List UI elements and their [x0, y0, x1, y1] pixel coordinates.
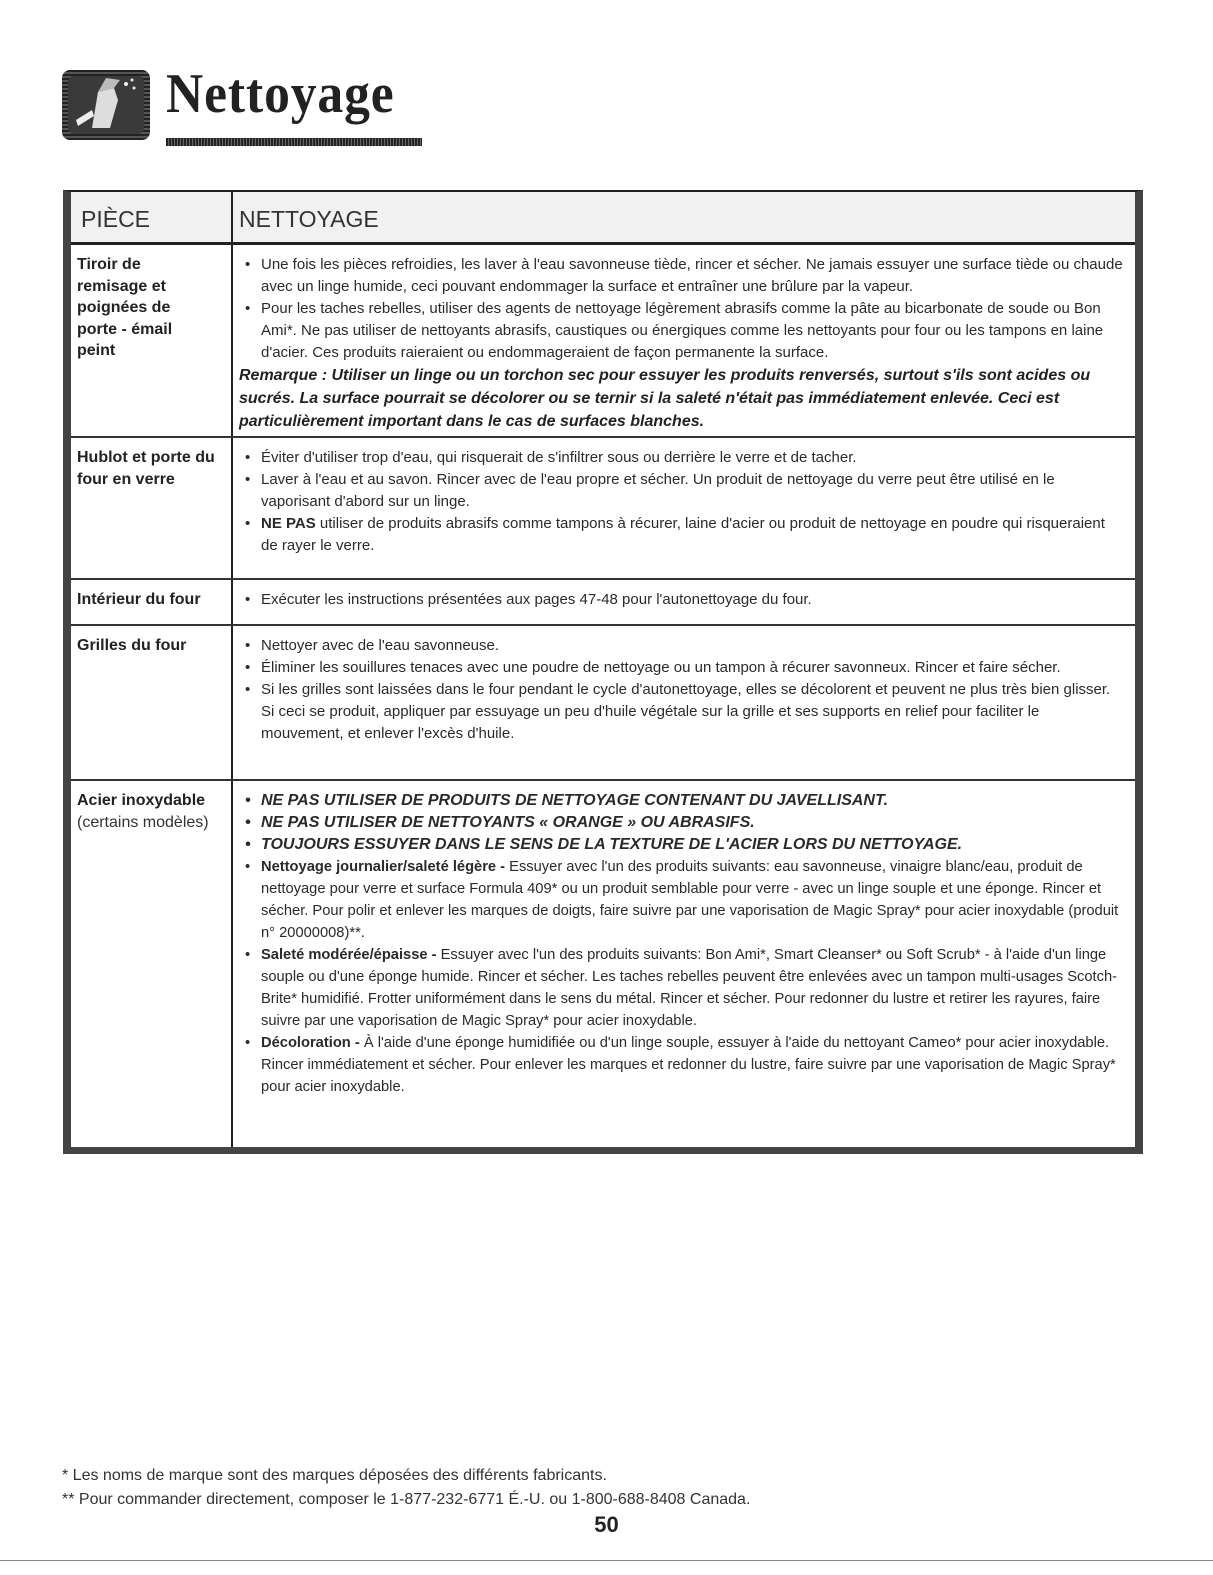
part-cell	[71, 245, 233, 436]
footnote-trademarks: * Les noms de marque sont des marques déposées des différents fabricants.	[62, 1467, 607, 1484]
item-text: Essuyer avec l'un des produits suivants: eau savonneuse, vinaigre blanc/eau, produit de nettoyage pour verre et surface Formula 409* ou un produit semblable pour verre - avec un linge souple et une éponge. Rincer et sécher. Pour polir et enlever les marques de doigts, faire suivre par une vaporisation de Magic Spray* pour acier inoxydable (produit n° 20000008)**.	[261, 859, 1119, 941]
table-row	[71, 626, 1135, 781]
item-text: Essuyer avec l'un des produits suivants: Bon Ami*, Smart Cleanser* ou Soft Scrub* - à l'aide d'un linge souple ou d'une éponge humide. Rincer et sécher. Les taches rebelles peuvent être enlevées avec un tampon multi-usages Scotch-Brite* humidifié. Frotter uniformément dans le sens du métal. Rincer et sécher. Pour redonner du lustre et retirer les rayures, faire suivre par une vaporisation de Magic Spray* pour acier inoxydable.	[261, 947, 1118, 1029]
remark-note: Remarque : Utiliser un linge ou un torchon sec pour essuyer les produits renversés, surtout s'ils sont acides ou sucrés. La surface pourrait se décolorer ou se ternir si la saleté n'était pas immédiatement enlevée. Ceci est particulièrement important dans le cas de surfaces blanches.	[239, 367, 1091, 430]
part-name: Hublot et porte du four en verre	[77, 449, 215, 488]
cleaning-cell	[233, 580, 1135, 624]
table-row	[71, 245, 1135, 438]
page-number: 50	[594, 1512, 619, 1537]
cleaning-cell	[233, 626, 1135, 779]
part-cell	[71, 580, 233, 624]
cleaning-table	[63, 190, 1143, 1154]
list-item: • Éliminer les souillures tenaces avec une poudre de nettoyage ou un tampon à récurer savonneux. Rincer et faire sécher.	[239, 657, 1125, 679]
part-name: Intérieur du four	[77, 591, 201, 608]
table-header	[71, 192, 1135, 245]
ne-pas-lead: NE PAS	[261, 515, 316, 532]
footnotes	[62, 1464, 750, 1512]
warning-item: • TOUJOURS ESSUYER DANS LE SENS DE LA TEXTURE DE L'ACIER LORS DU NETTOYAGE.	[239, 834, 1125, 856]
warning-item: • NE PAS UTILISER DE PRODUITS DE NETTOYAGE CONTENANT DU JAVELLISANT.	[239, 790, 1125, 812]
list-item: • Pour les taches rebelles, utiliser des agents de nettoyage légèrement abrasifs comme la pâte au bicarbonate de soude ou Bon Ami*. Ne pas utiliser de nettoyants abrasifs, caustiques ou énergiques comme les nettoyants pour four ou les tampons en laine d'acier. Ces produits raieraient ou endommageraient de façon permanente la surface.	[239, 298, 1125, 364]
part-subtitle: (certains modèles)	[77, 813, 209, 831]
part-cell	[71, 438, 233, 578]
list-item	[239, 856, 1125, 944]
item-lead: Nettoyage journalier/saleté légère -	[261, 859, 506, 875]
part-cell	[71, 626, 233, 779]
cleaning-spray-icon	[62, 70, 150, 140]
cleaning-cell	[233, 438, 1135, 578]
title-underline	[166, 138, 422, 146]
part-name: Grilles du four	[77, 637, 187, 654]
list-item: • Si les grilles sont laissées dans le four pendant le cycle d'autonettoyage, elles se décolorent et peuvent ne plus très bien glisser. Si ceci se produit, appliquer par essuyage un peu d'huile végétale sur la grille et ses supports en relief pour faciliter le mouvement, et enlever l'excès d'huile.	[239, 679, 1125, 745]
item-lead: Saleté modérée/épaisse -	[261, 947, 437, 963]
list-item: • Exécuter les instructions présentées aux pages 47-48 pour l'autonettoyage du four.	[239, 589, 1125, 611]
warning-item: • NE PAS UTILISER DE NETTOYANTS « ORANGE » OU ABRASIFS.	[239, 812, 1125, 834]
cleaning-cell	[233, 781, 1135, 1147]
bottom-rule	[0, 1560, 1213, 1561]
list-item: • Laver à l'eau et au savon. Rincer avec de l'eau propre et sécher. Un produit de nettoyage du verre peut être utilisé en le vaporisant d'abord sur un linge.	[239, 469, 1125, 513]
column-header-cleaning: NETTOYAGE	[239, 206, 379, 232]
list-item	[239, 513, 1125, 557]
list-item	[239, 944, 1125, 1032]
part-name: Tiroir de remisage et poignées de porte - émail peint	[77, 256, 173, 359]
ne-pas-text: utiliser de produits abrasifs comme tampons à récurer, laine d'acier ou produit de nettoyage en poudre qui risqueraient de rayer le verre.	[261, 515, 1105, 554]
part-name: Acier inoxydable	[77, 792, 206, 809]
table-row	[71, 438, 1135, 580]
table-row	[71, 781, 1135, 1147]
cleaning-cell	[233, 245, 1135, 436]
part-cell	[71, 781, 233, 1147]
table-row	[71, 580, 1135, 626]
list-item: • Nettoyer avec de l'eau savonneuse.	[239, 635, 1125, 657]
column-header-part: PIÈCE	[71, 192, 233, 242]
list-item	[239, 1032, 1125, 1098]
page-title: Nettoyage	[166, 63, 395, 125]
footnote-ordering: ** Pour commander directement, composer le 1-877-232-6771 É.-U. ou 1-800-688-8408 Canada.	[62, 1491, 751, 1508]
list-item: • Une fois les pièces refroidies, les laver à l'eau savonneuse tiède, rincer et sécher. Ne jamais essuyer une surface tiède ou chaude avec un linge humide, ceci pouvant endommager la surface et entraîner une brûlure par la vapeur.	[239, 254, 1125, 298]
item-text: À l'aide d'une éponge humidifiée ou d'un linge souple, essuyer à l'aide du nettoyant Cameo* pour acier inoxydable. Rincer immédiatement et sécher. Pour enlever les marques et redonner du lustre, faire suivre par une vaporisation de Magic Spray* pour acier inoxydable.	[261, 1035, 1116, 1095]
list-item: • Éviter d'utiliser trop d'eau, qui risquerait de s'infiltrer sous ou derrière le verre et de tacher.	[239, 447, 1125, 469]
item-lead: Décoloration -	[261, 1035, 360, 1051]
